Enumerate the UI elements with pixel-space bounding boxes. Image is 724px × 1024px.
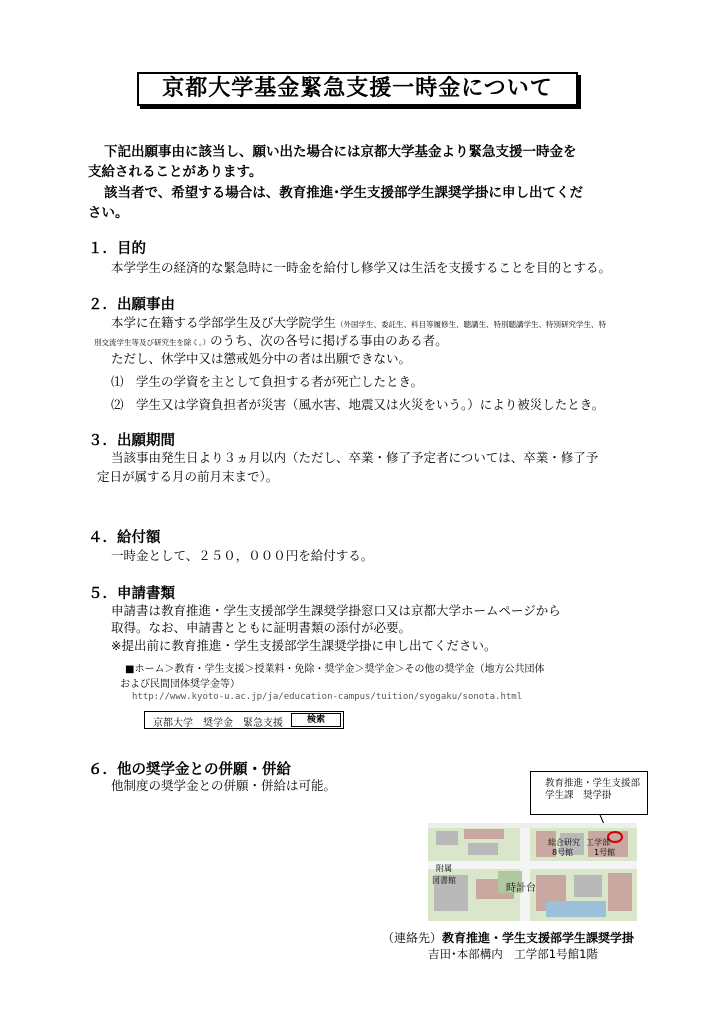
- nav-path-line-2: および民間団体奨学金等）: [120, 679, 240, 690]
- map-label-kogaku-2: 1号館: [594, 848, 616, 857]
- section-3-heading: ３．出願期間: [88, 433, 175, 449]
- search-box[interactable]: [144, 711, 344, 729]
- section-6-heading: ６．他の奨学金との併願・併給: [88, 762, 291, 778]
- section-1-heading: １．目的: [88, 241, 146, 257]
- section-2-item-2: ⑵ 学生又は学資負担者が災害（風水害、地震又は火災をいう。）により被災したとき。: [111, 397, 605, 412]
- page-title: 京都大学基金緊急支援一時金について: [137, 72, 578, 106]
- intro-line-1: 下記出願事由に該当し、願い出た場合には京都大学基金より緊急支援一時金を: [104, 144, 577, 160]
- map-building: [468, 843, 498, 855]
- scholarship-url-link[interactable]: http://www.kyoto-u.ac.jp/ja/education-campus/tuition/syogaku/sonota.html: [132, 692, 523, 702]
- section-2-line-2b: のうち、次の各号に掲げる事由のある者。: [210, 333, 448, 348]
- section-4-heading: ４．給付額: [88, 530, 161, 546]
- section-4-text: 一時金として、２５０，０００円を給付する。: [111, 548, 374, 563]
- map-label-fuzoku-1: 附属: [436, 864, 452, 873]
- map-label-tokei: 時計台: [506, 883, 536, 894]
- section-5-line-3: ※提出前に教育推進・学生支援部学生課奨学掛に申し出てください。: [111, 638, 497, 653]
- section-1-text: 本学学生の経済的な緊急時に一時金を給付し修学又は生活を支援することを目的とする。: [111, 260, 612, 275]
- section-2-line-1a: 本学に在籍する学部学生及び大学院学生: [111, 315, 337, 330]
- map-road-horizontal: [428, 861, 637, 869]
- map-building: [436, 831, 458, 845]
- search-button[interactable]: 検索: [291, 713, 341, 727]
- section-3-line-2: 定日が属する月の前月末まで）。: [97, 469, 279, 484]
- map-callout-line-2: 学生課 奨学掛: [545, 790, 612, 801]
- map-label-kogaku-1: 工学部: [586, 838, 610, 847]
- section-2-item-1: ⑴ 学生の学資を主として負担する者が死亡したとき。: [111, 374, 424, 389]
- section-5-heading: ５．申請書類: [88, 586, 175, 602]
- intro-line-4: さい。: [88, 205, 129, 221]
- intro-line-3: 該当者で、希望する場合は、教育推進･学生支援部学生課奨学掛に申し出てくだ: [104, 185, 583, 201]
- nav-path-line-1: ■ホーム＞教育・学生支援＞授業料・免除・奨学金＞奨学金＞その他の奨学金（地方公共団体: [125, 664, 545, 675]
- section-5-line-1: 申請書は教育推進・学生支援部学生課奨学掛窓口又は京都大学ホームページから: [111, 603, 561, 618]
- section-2-line-3: ただし、休学中又は懲戒処分中の者は出願できない。: [111, 351, 412, 366]
- map-building: [574, 875, 602, 897]
- map-building: [464, 829, 504, 839]
- section-2-line-1: [111, 312, 606, 331]
- section-6-text: 他制度の奨学金との併願・併給は可能。: [111, 778, 337, 793]
- map-callout: [530, 771, 648, 815]
- contact-address: 吉田･本部構内 工学部1号館1階: [428, 947, 598, 961]
- contact-label: （連絡先）: [382, 931, 443, 945]
- section-5-line-2: 取得。なお、申請書とともに証明書類の添付が必要。: [111, 620, 412, 635]
- map-building: [608, 873, 632, 911]
- map-callout-line-1: 教育推進・学生支援部: [545, 778, 641, 789]
- section-2-line-1b: （外国学生、委託生、科目等履修生、聴講生、特別聴講学生、特別研究学生、特: [336, 320, 607, 329]
- map-label-sogo-1: 総合研究: [548, 838, 580, 847]
- section-2-line-2a: 別交流学生等及び研究生を除く。）: [94, 338, 211, 347]
- map-road-top: [428, 823, 637, 828]
- section-2-line-2: [94, 330, 448, 349]
- intro-line-2: 支給されることがあります。: [88, 164, 263, 180]
- map-label-sogo-2: 8号館: [552, 848, 574, 857]
- campus-map: [428, 823, 637, 921]
- contact-line: [382, 929, 634, 946]
- section-2-heading: ２．出願事由: [88, 297, 175, 313]
- map-building: [546, 901, 606, 917]
- search-query-text: 京都大学 奨学金 緊急支援: [153, 718, 283, 729]
- map-label-fuzoku-2: 図書館: [432, 876, 456, 885]
- section-3-line-1: 当該事由発生日より３ヵ月以内（ただし、卒業・修了予定者については、卒業・修了予: [111, 450, 599, 465]
- contact-office: 教育推進・学生支援部学生課奨学掛: [442, 931, 635, 945]
